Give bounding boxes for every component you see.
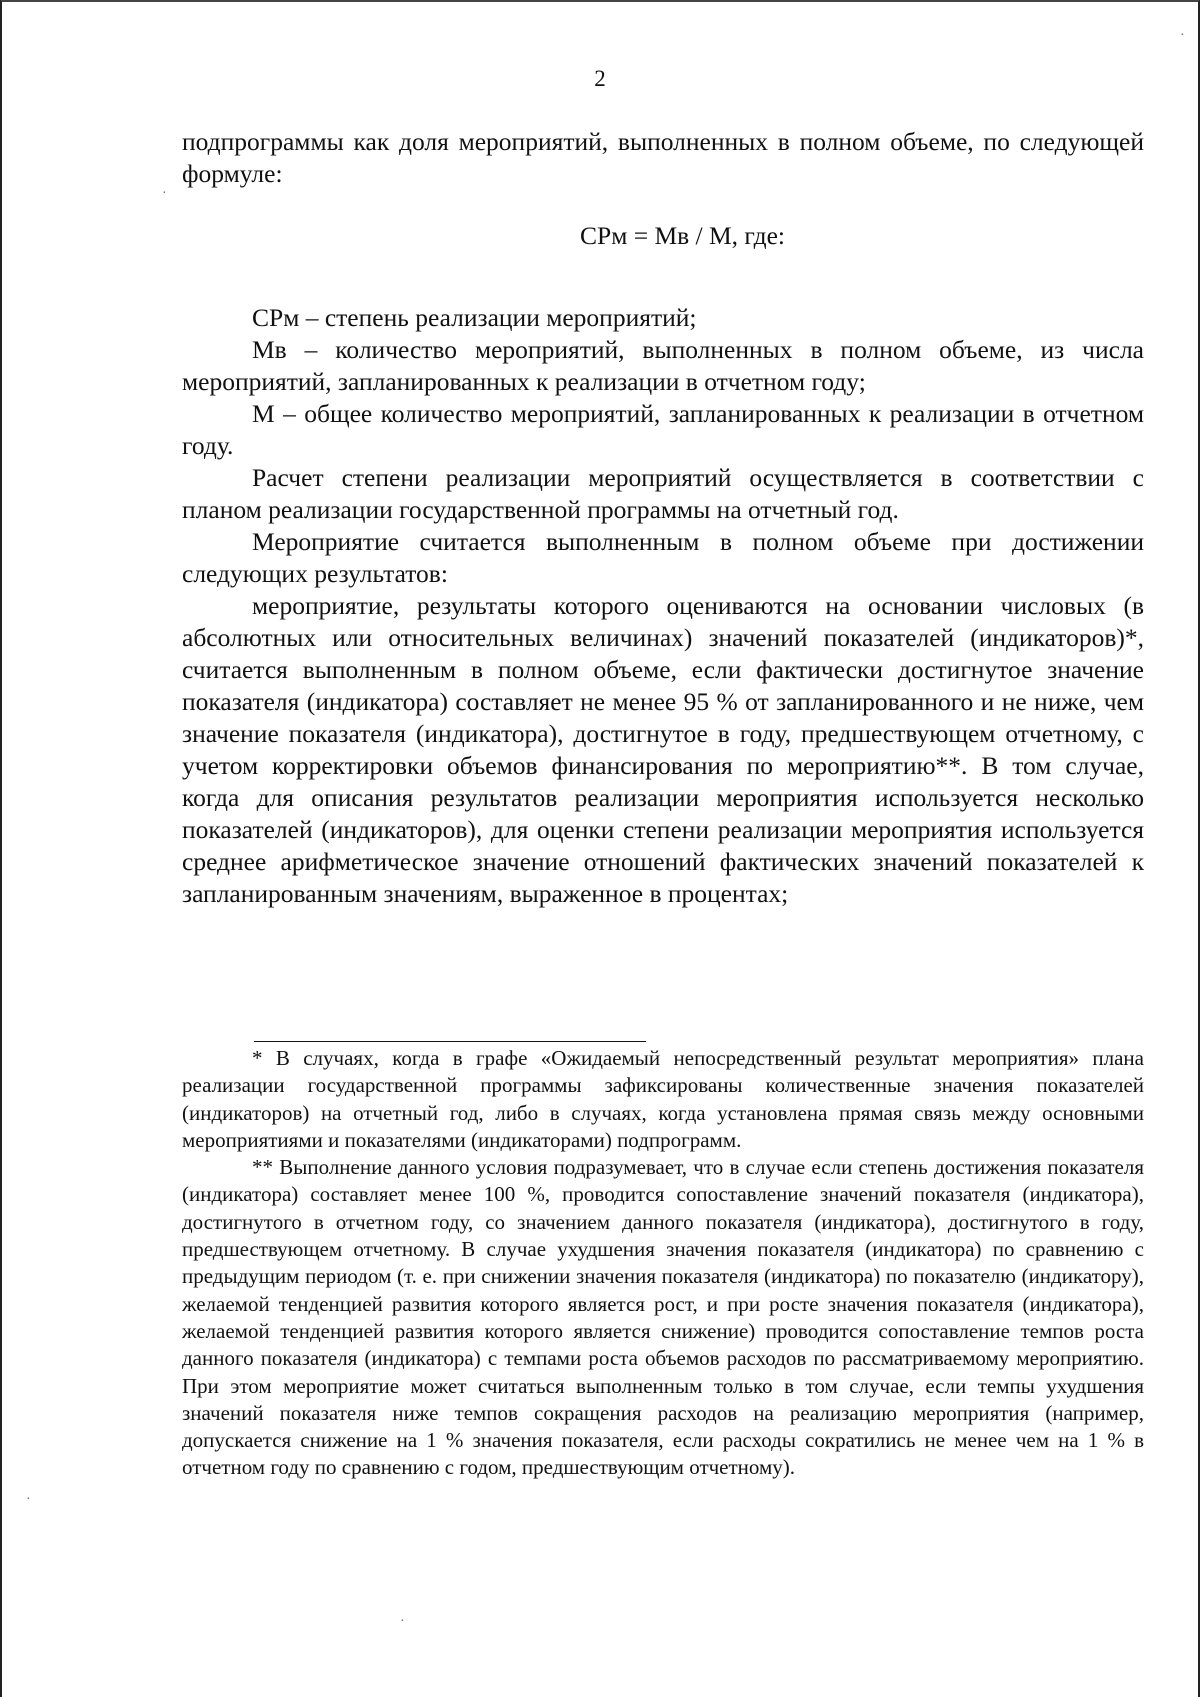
paragraph-mv-definition: Мв – количество мероприятий, выполненных в полном объеме, из числа мероприятий, запланированных к реализации в отчетном году; <box>182 335 1144 396</box>
page-number: 2 <box>594 66 606 91</box>
footnote-1: * В случаях, когда в графе «Ожидаемый непосредственный результат мероприятия» плана реализации государственной программы зафиксированы количественные значения показателей (индикаторов) на отчетный год, либо в случаях, когда установлена прямая связь между основными мероприятиями и показателями (индикаторами) подпрограмм. <box>182 1046 1144 1152</box>
footnote-2: ** Выполнение данного условия подразумевает, что в случае если степень достижения показателя (индикатора) составляет менее 100 %, проводится сопоставление значений показателя (индикатора), достигнутого в отчетном году, со значением данного показателя (индикатора), достигнутого в году, предшествующем отчетному. В случае ухудшения значения показателя (индикатора) по сравнению с предыдущим периодом (т. е. при снижении значения показателя (индикатора) по показателю (индикатору), желаемой тенденцией развития которого является рост, и при росте значения показателя (индикатора), желаемой тенденцией развития которого является снижение) проводится сопоставление темпов роста данного показателя (индикатора) с темпами роста объемов расходов по рассматриваемому мероприятию. При этом мероприятие может считаться выполненным только в том случае, если темпы ухудшения значений показателя ниже темпов сокращения расходов на реализацию мероприятия (например, допускается снижение на 1 % значения показателя, если расходы сократились не менее чем на 1 % в отчетном году по сравнению с годом, предшествующим отчетному). <box>182 1155 1144 1480</box>
footnotes <box>182 1045 1144 1482</box>
footnote-separator <box>254 1041 646 1042</box>
formula: СРм = Мв / М, где: <box>580 221 785 250</box>
scan-speck: · <box>26 1492 31 1507</box>
paragraph-srm-definition: СРм – степень реализации мероприятий; <box>252 303 697 332</box>
paragraph-intro: подпрограммы как доля мероприятий, выполненных в полном объеме, по следующей формуле: <box>182 127 1144 188</box>
paragraph-m-definition: М – общее количество мероприятий, запланированных к реализации в отчетном году. <box>182 399 1144 460</box>
scan-speck: · <box>400 1614 405 1629</box>
main-text <box>182 126 1144 910</box>
paragraph-completion-criteria: Мероприятие считается выполненным в полном объеме при достижении следующих результатов: <box>182 527 1144 588</box>
scan-speck: · <box>162 186 167 201</box>
scan-speck: · <box>1180 28 1185 43</box>
paragraph-calculation: Расчет степени реализации мероприятий осуществляется в соответствии с планом реализации государственной программы на отчетный год. <box>182 463 1144 524</box>
paragraph-numeric-results: мероприятие, результаты которого оцениваются на основании числовых (в абсолютных или относительных величинах) значений показателей (индикаторов)*, считается выполненным в полном объеме, если фактически достигнутое значение показателя (индикатора) составляет не менее 95 % от запланированного и не ниже, чем значение показателя (индикатора), достигнутое в году, предшествующем отчетному, с учетом корректировки объемов финансирования по мероприятию**. В том случае, когда для описания результатов реализации мероприятия используется несколько показателей (индикаторов), для оценки степени реализации мероприятия используется среднее арифметическое значение отношений фактических значений показателей к запланированным значениям, выраженное в процентах; <box>182 591 1144 908</box>
